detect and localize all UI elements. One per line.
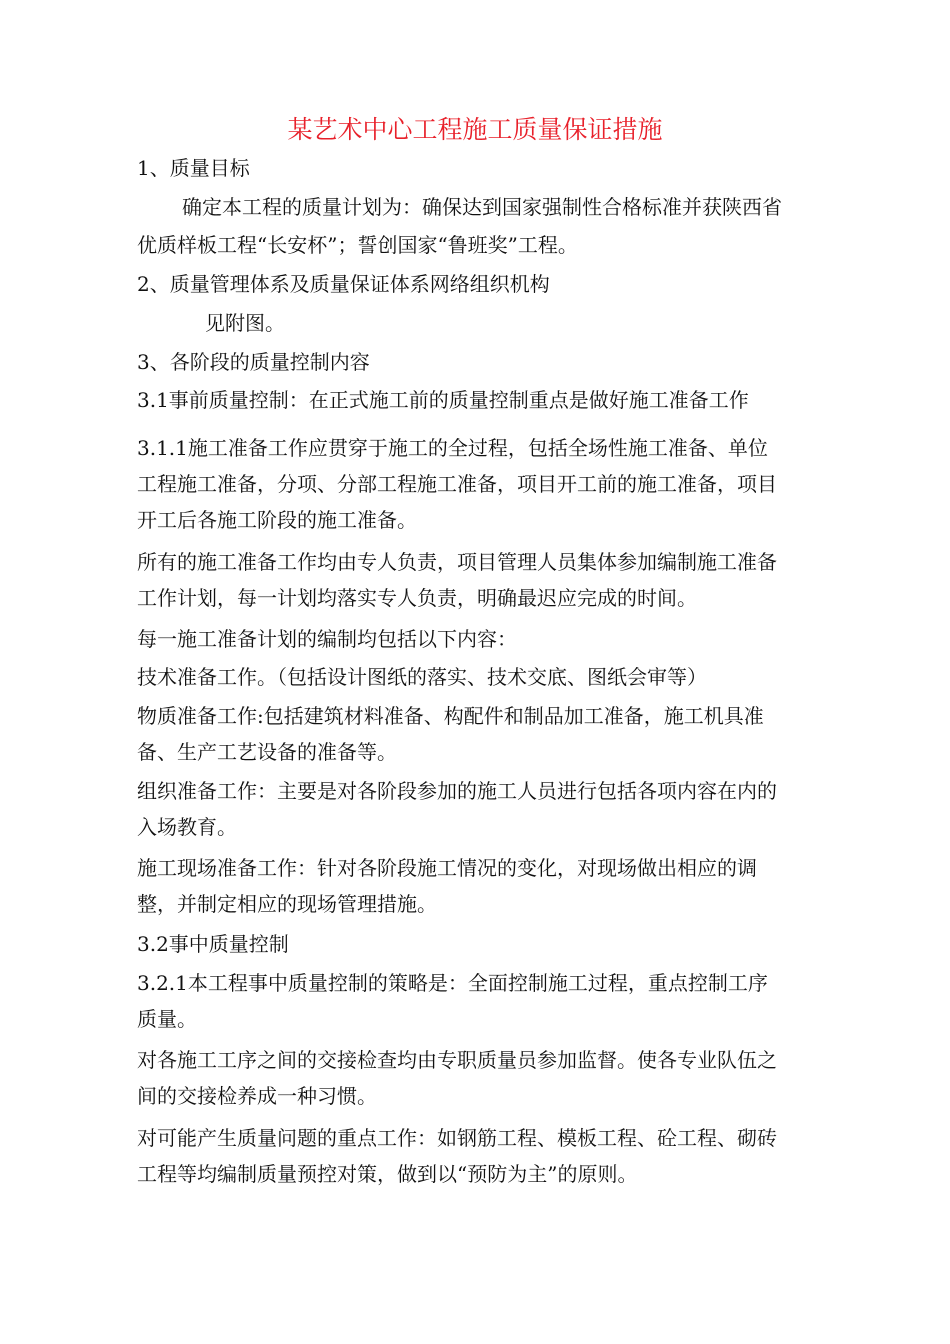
text-line: 所有的施工准备工作均由专人负责，项目管理人员集体参加编制施工准备 xyxy=(137,550,777,574)
section-heading-stage-control xyxy=(137,344,837,380)
text-line: 组织准备工作：主要是对各阶段参加的施工人员进行包括各项内容在内的 xyxy=(137,779,777,803)
text-line: 工程施工准备，分项、分部工程施工准备，项目开工前的施工准备，项目 xyxy=(137,472,777,496)
subsection-heading-in-process-control xyxy=(137,926,837,962)
document-title: 某艺术中心工程施工质量保证措施 xyxy=(287,115,663,144)
paragraph-material-prep xyxy=(137,698,837,770)
text-line: 3.1.1施工准备工作应贯穿于施工的全过程，包括全场性施工准备、单位 xyxy=(137,436,768,460)
text-line: 工程等均编制质量预控对策，做到以“预防为主”的原则。 xyxy=(137,1162,638,1186)
subsection-heading-pre-control xyxy=(137,382,837,418)
paragraph-handover-inspection xyxy=(137,1042,837,1114)
paragraph-quality-plan xyxy=(182,189,842,225)
text-line: 3.2事中质量控制 xyxy=(137,932,289,956)
paragraph-plan-contents xyxy=(137,621,837,657)
text-line: 3、各阶段的质量控制内容 xyxy=(137,350,370,374)
paragraph-in-process-strategy xyxy=(137,965,837,1037)
paragraph-technical-prep xyxy=(137,659,837,695)
text-line: 优质样板工程“长安杯”；誓创国家“鲁班奖”工程。 xyxy=(137,233,578,257)
paragraph-organization-prep xyxy=(137,773,837,845)
text-line: 物质准备工作:包括建筑材料准备、构配件和制品加工准备，施工机具准 xyxy=(137,704,764,728)
text-line: 1、质量目标 xyxy=(137,156,250,180)
paragraph-quality-plan-cont xyxy=(137,227,837,263)
paragraph-see-attachment xyxy=(205,305,805,341)
text-line: 3.1事前质量控制：在正式施工前的质量控制重点是做好施工准备工作 xyxy=(137,388,749,412)
paragraph-site-prep xyxy=(137,850,837,922)
text-line: 对各施工工序之间的交接检查均由专职质量员参加监督。使各专业队伍之 xyxy=(137,1048,777,1072)
paragraph-key-works xyxy=(137,1120,837,1192)
paragraph-preparation-work xyxy=(137,430,837,538)
text-line: 每一施工准备计划的编制均包括以下内容： xyxy=(137,627,517,651)
text-line: 2、质量管理体系及质量保证体系网络组织机构 xyxy=(137,272,550,296)
text-line: 开工后各施工阶段的施工准备。 xyxy=(137,508,417,532)
text-line: 备、生产工艺设备的准备等。 xyxy=(137,740,397,764)
text-line: 工作计划，每一计划均落实专人负责，明确最迟应完成的时间。 xyxy=(137,586,697,610)
text-line: 见附图。 xyxy=(205,311,285,335)
section-heading-quality-system xyxy=(137,266,837,302)
text-line: 确定本工程的质量计划为：确保达到国家强制性合格标准并获陕西省 xyxy=(182,195,782,219)
text-line: 间的交接检养成一种习惯。 xyxy=(137,1084,377,1108)
paragraph-responsibility xyxy=(137,544,837,616)
text-line: 3.2.1本工程事中质量控制的策略是：全面控制施工过程，重点控制工序 xyxy=(137,971,768,995)
text-line: 技术准备工作。（包括设计图纸的落实、技术交底、图纸会审等） xyxy=(137,665,707,689)
text-line: 施工现场准备工作：针对各阶段施工情况的变化，对现场做出相应的调 xyxy=(137,856,757,880)
text-line: 对可能产生质量问题的重点工作：如钢筋工程、模板工程、砼工程、砌砖 xyxy=(137,1126,777,1150)
text-line: 整，并制定相应的现场管理措施。 xyxy=(137,892,437,916)
section-heading-quality-goal xyxy=(137,150,837,186)
text-line: 质量。 xyxy=(137,1007,197,1031)
text-line: 入场教育。 xyxy=(137,815,237,839)
